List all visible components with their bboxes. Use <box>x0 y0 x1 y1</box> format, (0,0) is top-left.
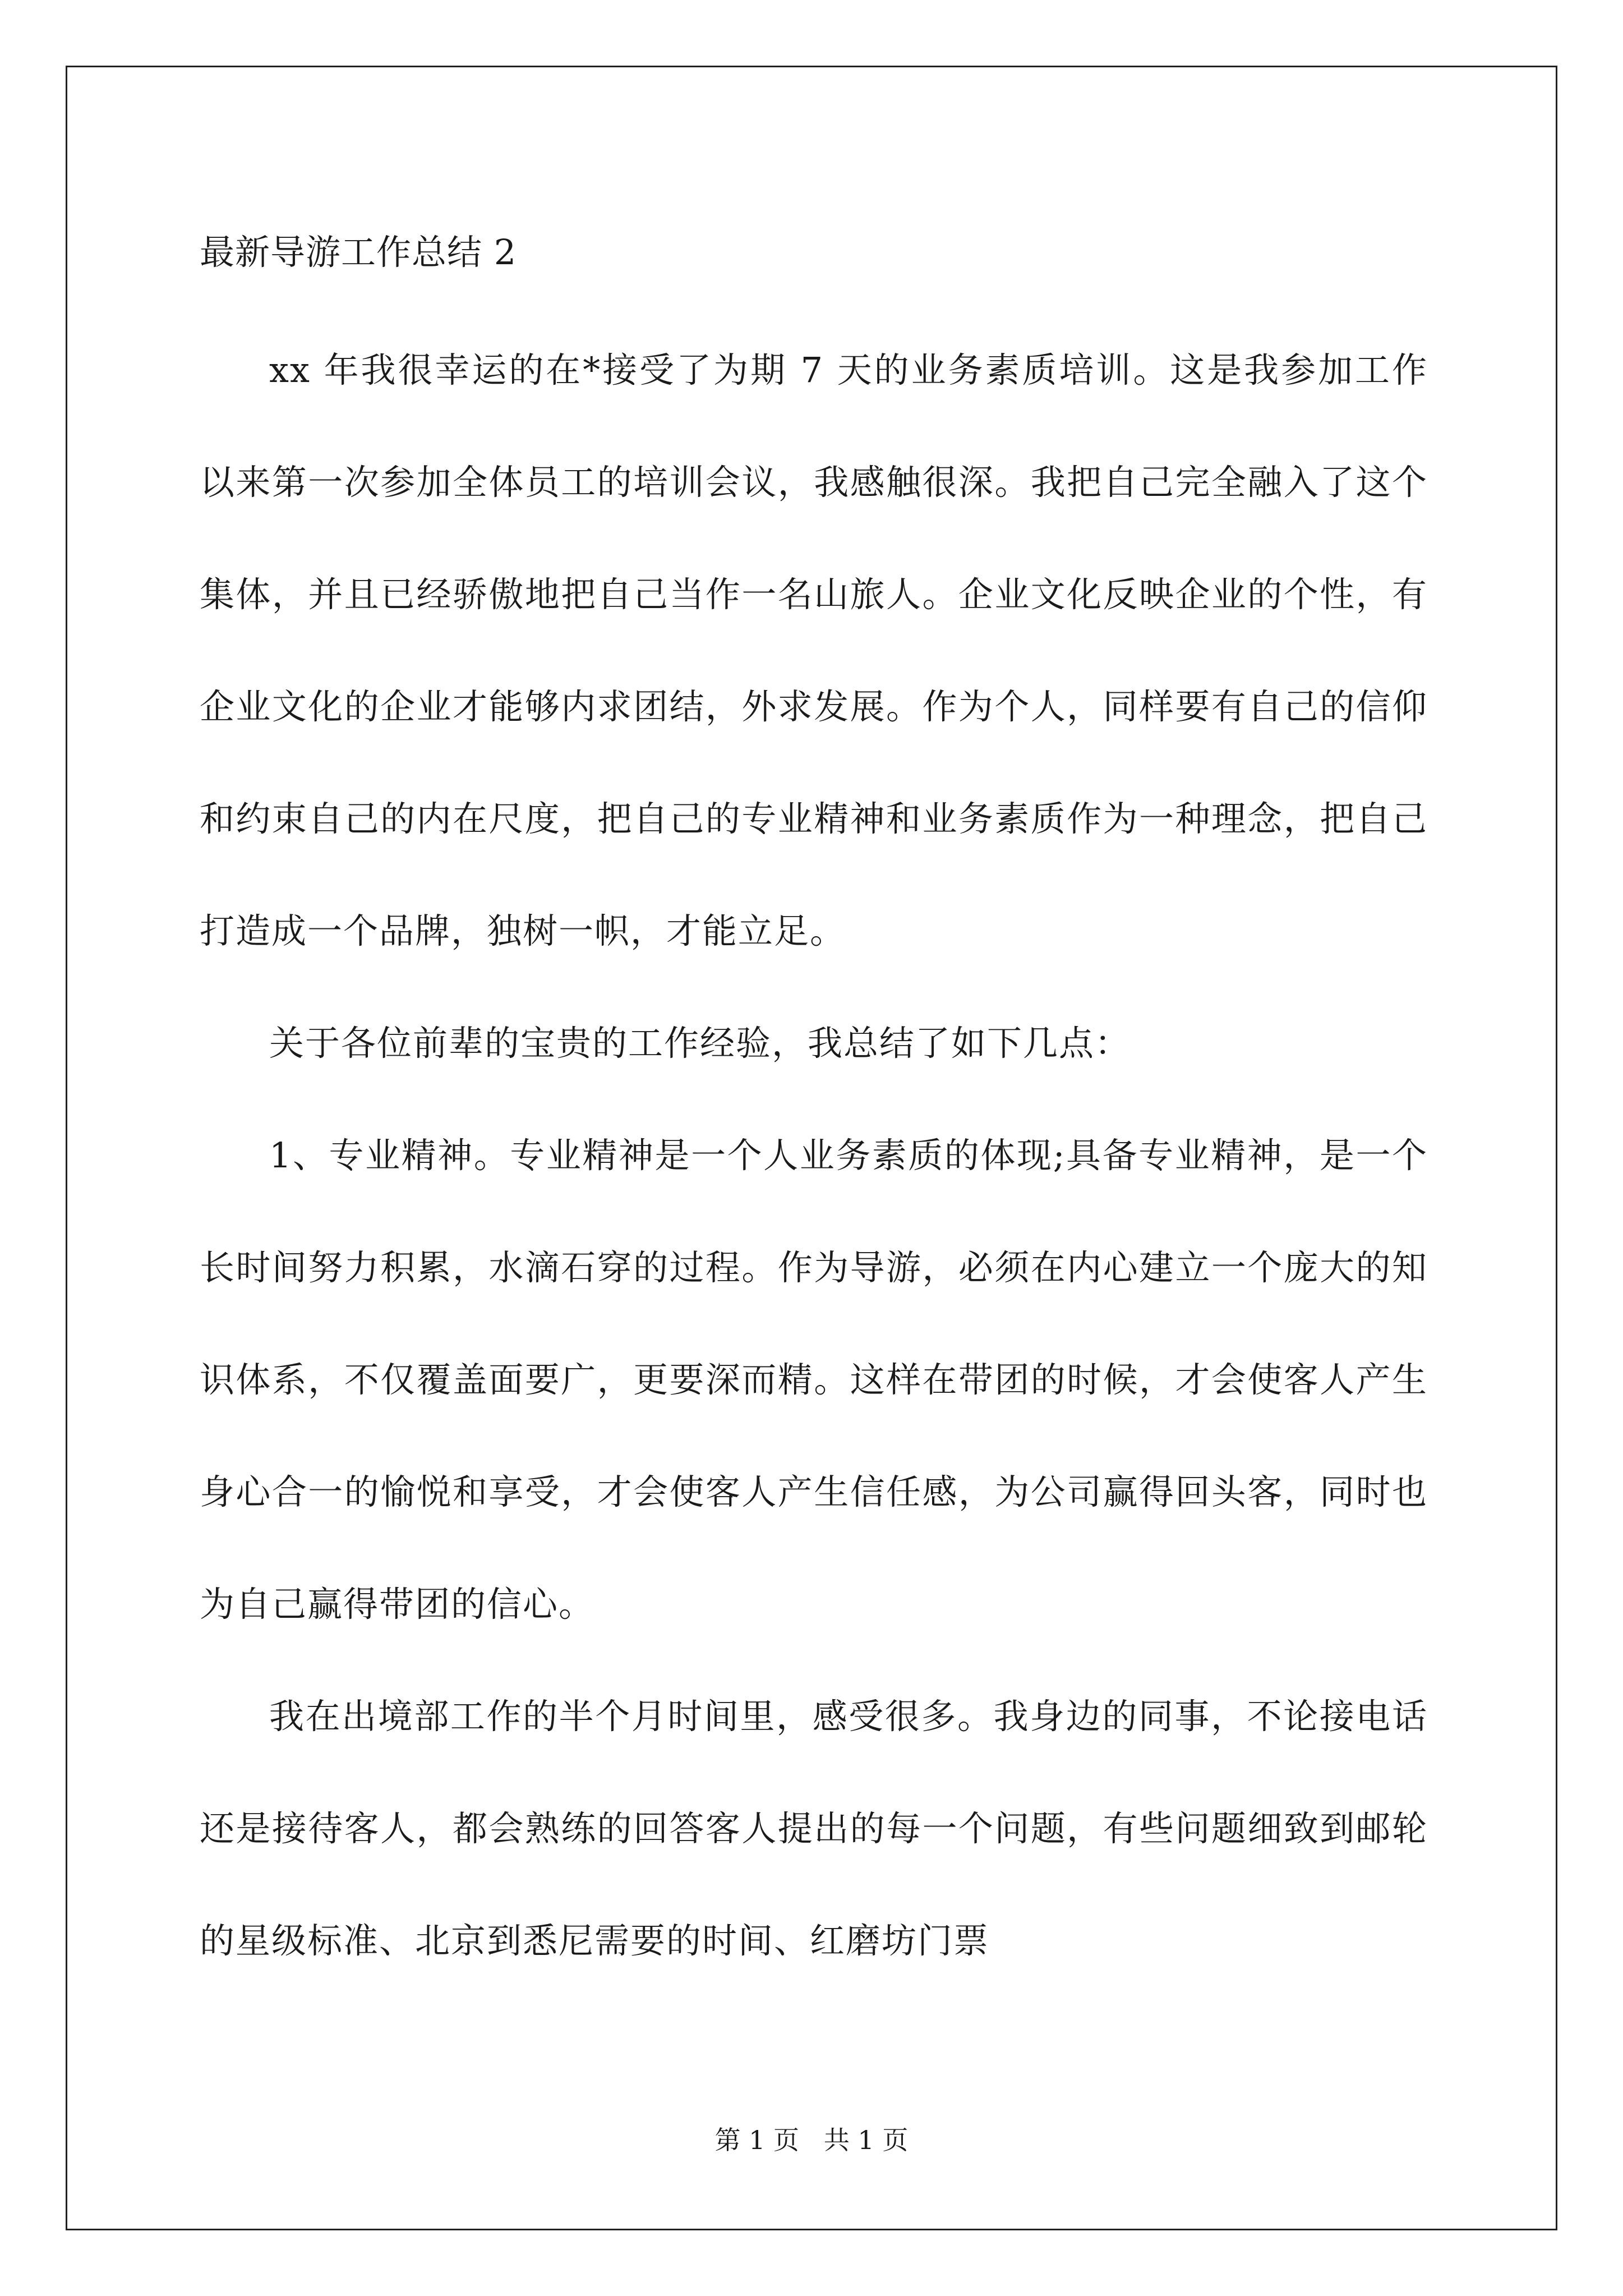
paragraph: 我在出境部工作的半个月时间里，感受很多。我身边的同事，不论接电话还是接待客人，都会熟练的回答客人提出的每一个问题，有些问题细致到邮轮的星级标准、北京到悉尼需要的时间、红磨坊门票 <box>200 1696 1428 1961</box>
document-body <box>200 314 1428 1997</box>
page-number-footer: 第 1 页 共 1 页 <box>714 2125 909 2155</box>
paragraph: 关于各位前辈的宝贵的工作经验，我总结了如下几点： <box>269 1023 1131 1064</box>
document-title: 最新导游工作总结 2 <box>200 232 517 273</box>
paragraph: xx 年我很幸运的在*接受了为期 7 天的业务素质培训。这是我参加工作以来第一次参加全体员工的培训会议，我感触很深。我把自己完全融入了这个集体，并且已经骄傲地把自己当作一名山旅人。企业文化反映企业的个性，有企业文化的企业才能够内求团结，外求发展。作为个人，同样要有自己的信仰和约束自己的内在尺度，把自己的专业精神和业务素质作为一种理念，把自己打造成一个品牌，独树一帜，才能立足。 <box>200 349 1428 951</box>
paragraph: 1、专业精神。专业精神是一个人业务素质的体现;具备专业精神，是一个长时间努力积累，水滴石穿的过程。作为导游，必须在内心建立一个庞大的知识体系，不仅覆盖面要广，更要深而精。这样在带团的时候，才会使客人产生身心合一的愉悦和享受，才会使客人产生信任感，为公司赢得回头客，同时也为自己赢得带团的信心。 <box>200 1135 1428 1625</box>
